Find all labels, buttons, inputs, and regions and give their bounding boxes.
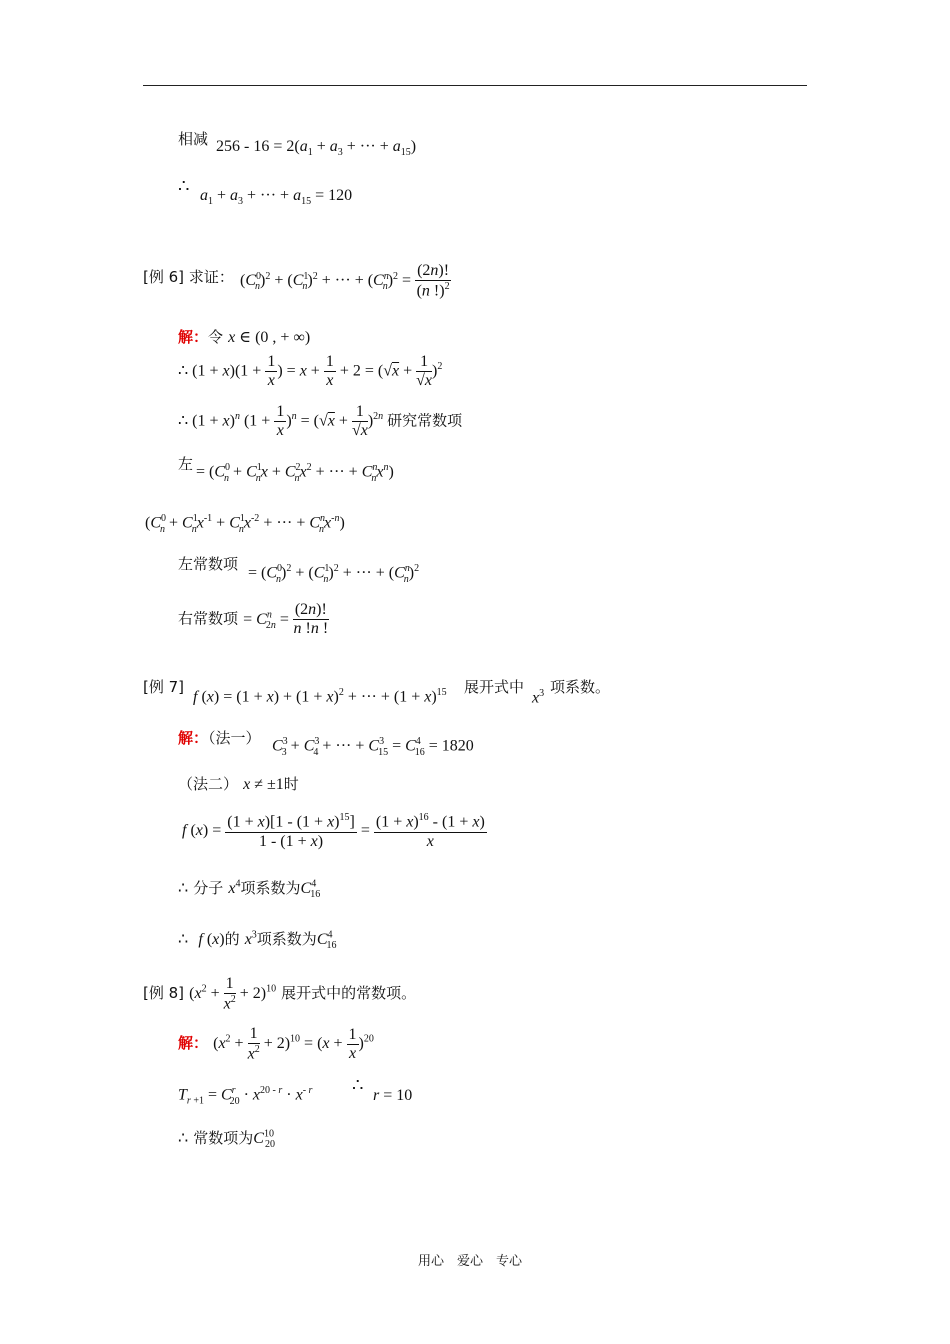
formula-sum-odd: $a_1 + a_3$ + ··· + $a_{15} = 120$	[200, 187, 353, 208]
formula-method2: f (x) = $\frac{(1 + x)[1 - (1 + x)^{15}]}{1 - (1 + x)}$ = $\frac{(1 + x)^{16} - (1 + x)}{x}$	[182, 812, 485, 850]
left-const-label: 左常数项	[178, 555, 239, 573]
method2-line: （法二） x ≠ ±1时	[178, 775, 299, 793]
example-8-line: [例 8] ($x^2$ + $\frac{1}{x^2}$ + 2)$^{10}$ 展开式中的常数项。	[143, 975, 417, 1013]
ex7-tail2: 项系数。	[550, 678, 611, 696]
const-term-line: ∴ 常数项为$C^{10}_{20}$	[178, 1128, 275, 1151]
formula-subtract: $256 - 16 = 2(a_1 + a_3$ + ··· + $a_{15}$)	[216, 138, 417, 159]
formula-r-value: r = 10	[373, 1087, 413, 1104]
formula-ex6-step1: ∴ (1 + x)(1 + $\frac{1}{x}$ ) = x + $\frac{1}{x}$ + 2 = (√x + $\frac{1}{√x}$ )$^2$	[178, 353, 443, 390]
solution-6-line: 解：令 x ∈ (0 , + ∞)	[178, 328, 311, 346]
formula-left-expansion: = ($C^0_n + C^1_nx + C^2_nx^2$ + ··· + $C^n_nx^n$)	[196, 462, 394, 484]
fx-coef-line: ∴ f (x)的 $x^3$项系数为$C^4_{16}$	[178, 929, 337, 952]
formula-ex7: f $(x) = (1 + x) + (1 + x)^2$ + ··· + $(1 + x)^{15}$	[193, 687, 447, 706]
solution-8-line: 解： ($x^2$ + $\frac{1}{x^2}$ + 2)$^{10}$ = (x + $\frac{1}{x}$ )$^{20}$	[178, 1025, 374, 1063]
header-rule	[143, 85, 807, 86]
formula-method1: $C^3_3 + C^3_4$ + ··· + $C^3_{15} = C^4_{16} = 1820$	[272, 736, 474, 758]
x-cubed: $x^3$	[532, 688, 545, 707]
therefore-symbol: ∴	[178, 176, 190, 196]
method1-line: 解：（法一）	[178, 729, 261, 747]
right-const-line: 右常数项 = $C^n_{2n}$ = $\frac{(2n)!}{n !n !}$	[178, 601, 329, 638]
formula-ex6-step2: ∴ $(1 + x)^n$ (1 + $\frac{1}{x}$ )$^n$ = (√x + $\frac{1}{√x}$ )$^{2n}$ 研究常数项	[178, 403, 463, 440]
formula-general-term: $T_{r +1} = C^r_{20} \cdot x^{20 - r} \cdot x^{- r}$	[178, 1085, 313, 1107]
therefore-symbol-2: ∴	[352, 1075, 364, 1095]
ex7-tail: 展开式中	[464, 678, 525, 696]
subtract-label: 相减	[178, 130, 209, 148]
formula-left-const: = $(C^0_n)^2 + (C^1_n)^2$ + ··· + $(C^n_n)^2$	[248, 563, 420, 585]
example-7-label: [例 7]	[143, 678, 185, 696]
formula-ex6: $(C^0_n)^2 + (C^1_n)^2$ + ··· + $(C^n_n)^2$ = $\frac{(2n)!}{(n !)^2}$	[240, 262, 450, 300]
formula-right-expansion: ($C^0_n + C^1_nx^{-1} + C^1_nx^{-2}$ + ··· + $C^n_nx^{-n}$)	[145, 513, 345, 535]
footer-text: 用心 爱心 专心	[418, 1254, 523, 1269]
left-label: 左	[178, 455, 194, 473]
example-6-label: [例 6] 求证：	[143, 268, 234, 286]
numerator-coef-line: ∴ 分子 $x^4$项系数为$C^4_{16}$	[178, 878, 321, 901]
